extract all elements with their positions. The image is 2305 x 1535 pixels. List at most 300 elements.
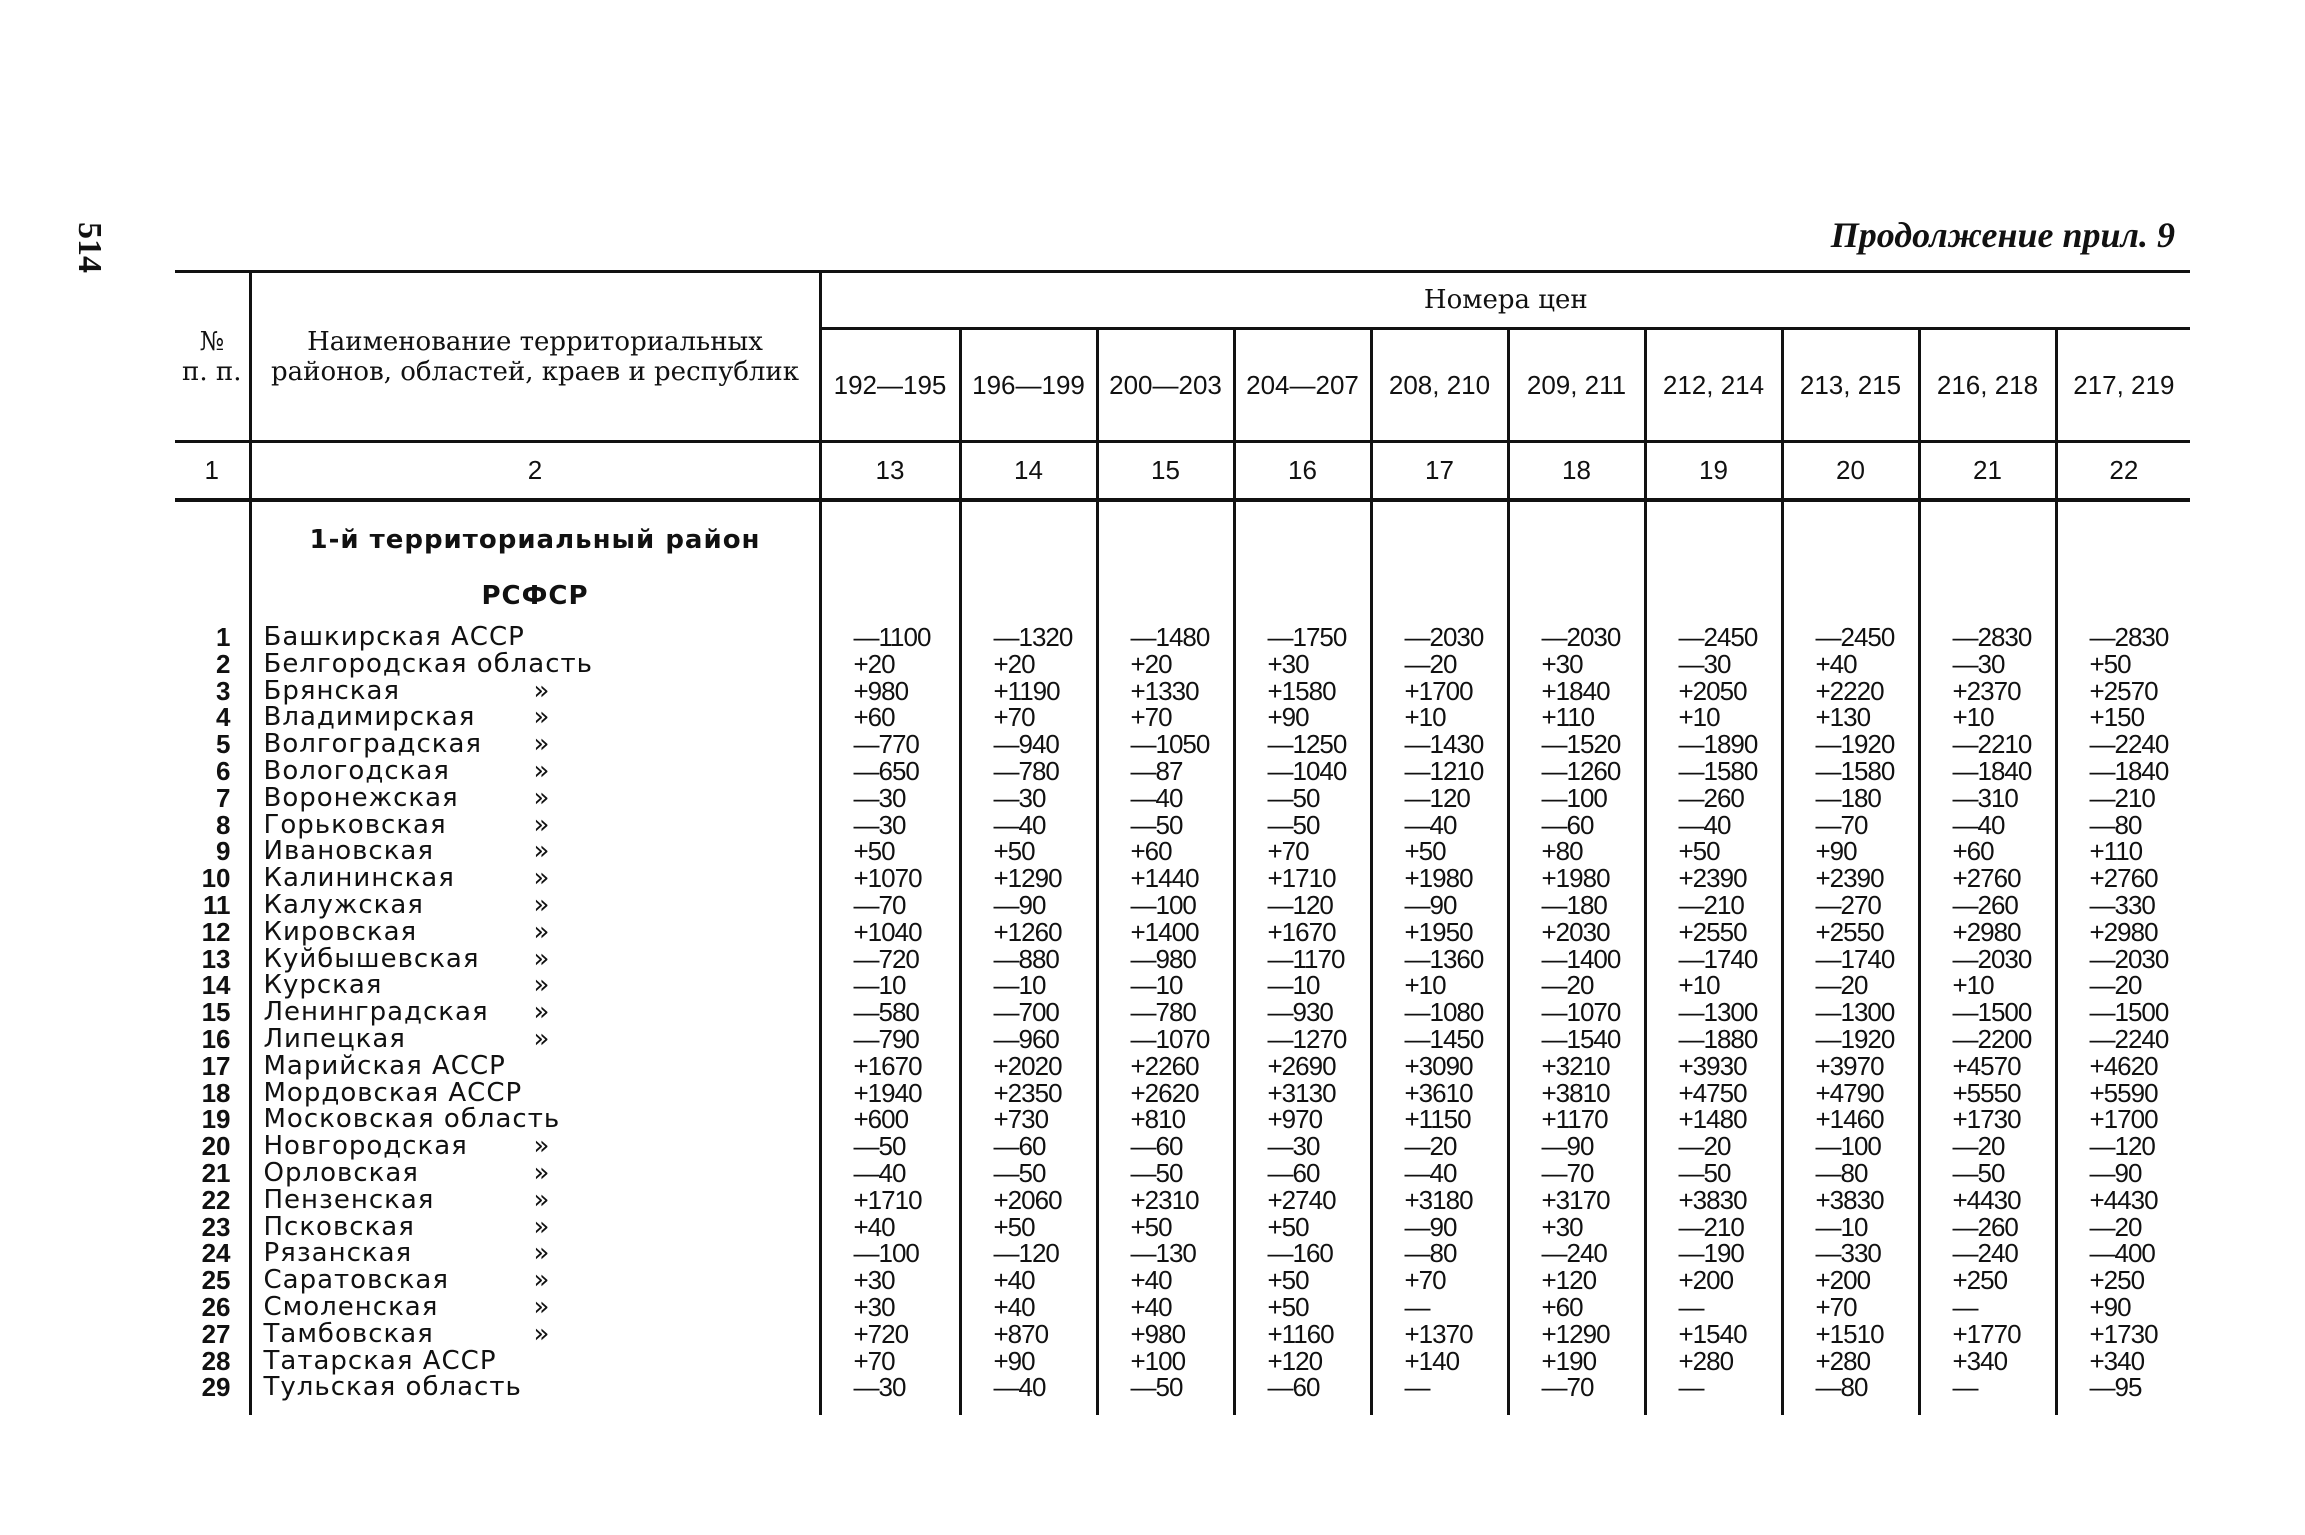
ditto-mark: » [533,702,551,733]
price-value-cell: +200 [1645,1267,1782,1294]
row-number: 5 [216,729,231,760]
price-value-cell: —90 [960,892,1097,919]
price-value-cell: — [1645,1374,1782,1401]
price-value-cell: +1700 [1371,678,1508,705]
price-value-cell: +60 [820,704,960,731]
row-number: 6 [216,755,231,786]
price-value-cell: —50 [1097,1374,1234,1401]
price-value-cell: +2060 [960,1187,1097,1214]
column-index-cell: 2 [250,442,820,501]
column-index-cell: 21 [1919,442,2056,501]
price-value-cell: +30 [1508,1214,1645,1241]
price-value-cell: +4620 [2056,1053,2190,1080]
price-value-cell: —40 [1371,812,1508,839]
region-name: Калининская [263,863,455,894]
price-value-cell: —130 [1097,1240,1234,1267]
price-value-cell: —770 [820,731,960,758]
price-value-cell: +1710 [820,1187,960,1214]
price-column-header: 209, 211 [1508,329,1645,442]
table-row [175,1240,2190,1267]
price-value-cell: —210 [1645,1214,1782,1241]
price-value-cell: +50 [1234,1294,1371,1321]
row-number: 7 [216,782,231,813]
region-name: Куйбышевская [263,943,480,974]
price-value-cell: —40 [820,1160,960,1187]
price-value-cell: +3210 [1508,1053,1645,1080]
table-row [175,838,2190,865]
column-index-row [175,442,2190,501]
price-value-cell: —1500 [1919,999,2056,1026]
price-value-cell: —2210 [1919,731,2056,758]
price-value-cell: +90 [1234,704,1371,731]
price-value-cell: —30 [1919,651,2056,678]
price-value-cell: +1670 [1234,919,1371,946]
price-value-cell: +50 [1097,1214,1234,1241]
region-name: Вологодская [263,755,450,786]
column-index-cell: 19 [1645,442,1782,501]
price-value-cell: +3830 [1782,1187,1919,1214]
price-value-cell: +10 [1371,972,1508,999]
price-value-cell: —1300 [1782,999,1919,1026]
price-value-cell: —80 [1371,1240,1508,1267]
price-value-cell: +10 [1645,972,1782,999]
row-number: 20 [201,1131,231,1162]
price-value-cell: —87 [1097,758,1234,785]
price-value-cell: —90 [1508,1133,1645,1160]
row-number: 27 [201,1318,231,1349]
ditto-mark: » [533,889,551,920]
price-value-cell: +140 [1371,1348,1508,1375]
price-value-cell: +5590 [2056,1080,2190,1107]
price-value-cell: +50 [1371,838,1508,865]
price-value-cell: +40 [960,1267,1097,1294]
price-value-cell: +50 [1645,838,1782,865]
price-value-cell: +1540 [1645,1321,1782,1348]
price-value-cell: —100 [1782,1133,1919,1160]
ditto-mark: » [533,1131,551,1162]
price-value-cell: —50 [1097,1160,1234,1187]
num-column-header: № п. п. [175,272,250,442]
ditto-mark: » [533,1291,551,1322]
price-value-cell: +2690 [1234,1053,1371,1080]
ditto-mark: » [533,1238,551,1269]
table-row [175,1267,2190,1294]
price-value-cell: —120 [1371,785,1508,812]
price-value-cell: —50 [960,1160,1097,1187]
price-value-cell: +1190 [960,678,1097,705]
price-column-header: 208, 210 [1371,329,1508,442]
price-value-cell: +10 [1919,704,2056,731]
region-name: Мордовская АССР [263,1077,523,1108]
price-value-cell: —1840 [2056,758,2190,785]
price-value-cell: +40 [1097,1294,1234,1321]
table-row [175,972,2190,999]
price-value-cell: +2760 [1919,865,2056,892]
row-number: 12 [201,916,231,947]
price-value-cell: +1710 [1234,865,1371,892]
price-value-cell: —50 [1919,1160,2056,1187]
subsection-title: РСФСР [250,568,820,624]
price-value-cell: +1260 [960,919,1097,946]
price-value-cell: +1980 [1371,865,1508,892]
price-value-cell: +1510 [1782,1321,1919,1348]
price-value-cell: —160 [1234,1240,1371,1267]
price-value-cell: +3180 [1371,1187,1508,1214]
row-number: 19 [201,1104,231,1135]
region-name: Ленинградская [263,997,489,1028]
price-value-cell: +20 [1097,651,1234,678]
table-row [175,624,2190,651]
ditto-mark: » [533,782,551,813]
price-value-cell: —60 [960,1133,1097,1160]
row-number: 11 [203,889,231,920]
price-column-header: 200—203 [1097,329,1234,442]
price-value-cell: +1940 [820,1080,960,1107]
table-row [175,1187,2190,1214]
region-name: Марийская АССР [263,1050,506,1081]
region-name: Горьковская [263,809,447,840]
region-name: Кировская [263,916,418,947]
price-value-cell: —30 [820,812,960,839]
price-value-cell: +3170 [1508,1187,1645,1214]
price-value-cell: +2260 [1097,1053,1234,1080]
price-value-cell: —120 [960,1240,1097,1267]
price-value-cell: +250 [2056,1267,2190,1294]
price-value-cell: —190 [1645,1240,1782,1267]
price-value-cell: +110 [1508,704,1645,731]
column-index-cell: 18 [1508,442,1645,501]
row-number: 24 [201,1238,231,1269]
price-value-cell: +980 [820,678,960,705]
price-value-cell: —210 [2056,785,2190,812]
price-value-cell: +970 [1234,1106,1371,1133]
price-value-cell: —1920 [1782,1026,1919,1053]
price-value-cell: +2020 [960,1053,1097,1080]
price-value-cell: —100 [1508,785,1645,812]
price-value-cell: +90 [1782,838,1919,865]
price-value-cell: —180 [1782,785,1919,812]
price-value-cell: —20 [1371,651,1508,678]
price-value-cell: —10 [1097,972,1234,999]
price-value-cell: +4570 [1919,1053,2056,1080]
price-value-cell: +1440 [1097,865,1234,892]
price-value-cell: —330 [1782,1240,1919,1267]
price-value-cell: —70 [1508,1160,1645,1187]
price-value-cell: —30 [1234,1133,1371,1160]
price-value-cell: —120 [1234,892,1371,919]
price-value-cell: —2240 [2056,731,2190,758]
price-value-cell: +50 [960,1214,1097,1241]
price-value-cell: —1250 [1234,731,1371,758]
region-name: Брянская [263,675,401,706]
price-value-cell: —1430 [1371,731,1508,758]
price-value-cell: —1100 [820,624,960,651]
price-column-header: 204—207 [1234,329,1371,442]
ditto-mark: » [533,916,551,947]
price-value-cell: +30 [820,1294,960,1321]
price-value-cell: +190 [1508,1348,1645,1375]
price-value-cell: —1170 [1234,946,1371,973]
price-value-cell: +30 [1508,651,1645,678]
region-name: Белгородская область [263,648,593,679]
price-value-cell: —70 [820,892,960,919]
price-value-cell: +90 [960,1348,1097,1375]
price-value-cell: +1290 [960,865,1097,892]
ditto-mark: » [533,1318,551,1349]
table-row [175,731,2190,758]
price-value-cell: —580 [820,999,960,1026]
price-value-cell: +3930 [1645,1053,1782,1080]
price-value-cell: —260 [1919,892,2056,919]
price-value-cell: +1480 [1645,1106,1782,1133]
price-value-cell: — [1919,1374,2056,1401]
price-value-cell: +70 [820,1348,960,1375]
row-number: 10 [201,863,231,894]
price-value-cell: +4430 [1919,1187,2056,1214]
price-value-cell: —930 [1234,999,1371,1026]
price-value-cell: —1360 [1371,946,1508,973]
price-column-header: 217, 219 [2056,329,2190,442]
price-value-cell: +1580 [1234,678,1371,705]
price-value-cell: +2550 [1645,919,1782,946]
price-value-cell: —1540 [1508,1026,1645,1053]
price-value-cell: —10 [1234,972,1371,999]
price-value-cell: +120 [1508,1267,1645,1294]
price-value-cell: —1480 [1097,624,1234,651]
price-value-cell: +3610 [1371,1080,1508,1107]
price-value-cell: +1150 [1371,1106,1508,1133]
price-value-cell: +1370 [1371,1321,1508,1348]
table-row [175,1214,2190,1241]
ditto-mark: » [533,836,551,867]
column-index-cell: 22 [2056,442,2190,501]
price-value-cell: —1050 [1097,731,1234,758]
price-value-cell: —95 [2056,1374,2190,1401]
region-name: Смоленская [263,1291,439,1322]
price-value-cell: —20 [2056,1214,2190,1241]
price-value-cell: —2450 [1782,624,1919,651]
price-value-cell: +2760 [2056,865,2190,892]
region-name: Курская [263,970,383,1001]
table-row [175,1026,2190,1053]
page-number: 514 [71,222,108,273]
price-value-cell: — [1371,1294,1508,1321]
row-number: 18 [201,1077,231,1108]
table-row [175,1160,2190,1187]
price-value-cell: —1740 [1782,946,1919,973]
price-value-cell: —780 [960,758,1097,785]
price-value-cell: +90 [2056,1294,2190,1321]
price-value-cell: —1400 [1508,946,1645,973]
price-column-header: 192—195 [820,329,960,442]
table-row [175,892,2190,919]
table-row [175,1348,2190,1375]
price-value-cell: +40 [820,1214,960,1241]
price-value-cell: +1980 [1508,865,1645,892]
price-value-cell: —210 [1645,892,1782,919]
price-value-cell: +50 [1234,1214,1371,1241]
price-value-cell: —980 [1097,946,1234,973]
row-number: 17 [201,1050,231,1081]
price-value-cell: —790 [820,1026,960,1053]
price-value-cell: +870 [960,1321,1097,1348]
price-value-cell: +280 [1645,1348,1782,1375]
price-value-cell: +1170 [1508,1106,1645,1133]
price-value-cell: —20 [1645,1133,1782,1160]
price-value-cell: —10 [960,972,1097,999]
table-row [175,999,2190,1026]
price-value-cell: —1500 [2056,999,2190,1026]
price-value-cell: +2350 [960,1080,1097,1107]
price-value-cell: +2980 [2056,919,2190,946]
price-value-cell: —1320 [960,624,1097,651]
price-value-cell: +1840 [1508,678,1645,705]
ditto-mark: » [533,943,551,974]
table-row [175,651,2190,678]
price-value-cell: +70 [1371,1267,1508,1294]
price-value-cell: —2830 [2056,624,2190,651]
price-value-cell: +50 [1234,1267,1371,1294]
price-value-cell: —960 [960,1026,1097,1053]
price-value-cell: +3830 [1645,1187,1782,1214]
price-value-cell: +3810 [1508,1080,1645,1107]
region-name: Псковская [263,1211,415,1242]
price-value-cell: —700 [960,999,1097,1026]
price-value-cell: —1580 [1782,758,1919,785]
column-index-cell: 14 [960,442,1097,501]
region-name: Калужская [263,889,424,920]
price-value-cell: +60 [1097,838,1234,865]
row-number: 2 [216,648,231,679]
price-value-cell: —50 [1234,785,1371,812]
price-value-cell: +30 [1234,651,1371,678]
price-value-cell: —20 [1782,972,1919,999]
table-row [175,919,2190,946]
price-value-cell: +3090 [1371,1053,1508,1080]
row-number: 26 [201,1291,231,1322]
price-value-cell: +1950 [1371,919,1508,946]
price-value-cell: —2830 [1919,624,2056,651]
price-value-cell: —60 [1234,1160,1371,1187]
price-value-cell: —40 [960,1374,1097,1401]
price-value-cell: —1840 [1919,758,2056,785]
price-value-cell: —30 [820,1374,960,1401]
row-number: 3 [216,675,231,706]
price-value-cell: —80 [1782,1374,1919,1401]
price-value-cell: +2550 [1782,919,1919,946]
price-value-cell: +100 [1097,1348,1234,1375]
region-name: Владимирская [263,702,476,733]
price-value-cell: —10 [820,972,960,999]
price-value-cell: +20 [960,651,1097,678]
price-value-cell: +80 [1508,838,1645,865]
price-value-cell: —70 [1782,812,1919,839]
ditto-mark: » [533,997,551,1028]
price-value-cell: —180 [1508,892,1645,919]
column-index-cell: 15 [1097,442,1234,501]
price-value-cell: +4790 [1782,1080,1919,1107]
price-value-cell: +730 [960,1106,1097,1133]
price-value-cell: —940 [960,731,1097,758]
region-name: Пензенская [263,1184,435,1215]
region-name: Тульская область [263,1372,522,1403]
price-value-cell: —1070 [1097,1026,1234,1053]
price-value-cell: —120 [2056,1133,2190,1160]
price-value-cell: —2200 [1919,1026,2056,1053]
price-value-cell: —50 [1645,1160,1782,1187]
price-value-cell: — [1919,1294,2056,1321]
price-value-cell: +50 [960,838,1097,865]
price-value-cell: —1260 [1508,758,1645,785]
price-value-cell: —40 [1371,1160,1508,1187]
price-value-cell: —1520 [1508,731,1645,758]
price-value-cell: —1070 [1508,999,1645,1026]
price-value-cell: +280 [1782,1348,1919,1375]
price-value-cell: —40 [1097,785,1234,812]
column-index-cell: 16 [1234,442,1371,501]
row-number: 16 [201,1023,231,1054]
price-value-cell: —70 [1508,1374,1645,1401]
column-index-cell: 20 [1782,442,1919,501]
price-value-cell: +120 [1234,1348,1371,1375]
region-name: Орловская [263,1157,419,1188]
price-value-cell: —90 [1371,1214,1508,1241]
price-value-cell: +1400 [1097,919,1234,946]
price-value-cell: —20 [1371,1133,1508,1160]
ditto-mark: » [533,970,551,1001]
price-table [175,270,2190,1415]
price-value-cell: —30 [1645,651,1782,678]
price-value-cell: +200 [1782,1267,1919,1294]
price-value-cell: +3130 [1234,1080,1371,1107]
price-value-cell: — [1645,1294,1782,1321]
price-column-header: 213, 215 [1782,329,1919,442]
price-value-cell: +600 [820,1106,960,1133]
ditto-mark: » [533,863,551,894]
row-number: 15 [201,997,231,1028]
price-value-cell: —650 [820,758,960,785]
price-value-cell: —50 [1097,812,1234,839]
price-value-cell: +30 [820,1267,960,1294]
price-value-cell: —80 [1782,1160,1919,1187]
price-value-cell: +2050 [1645,678,1782,705]
price-value-cell: +2370 [1919,678,2056,705]
price-value-cell: +4750 [1645,1080,1782,1107]
price-value-cell: —240 [1919,1240,2056,1267]
ditto-mark: » [533,1211,551,1242]
price-value-cell: +2310 [1097,1187,1234,1214]
price-value-cell: —50 [1234,812,1371,839]
ditto-mark: » [533,1023,551,1054]
price-value-cell: +1330 [1097,678,1234,705]
price-value-cell: —1040 [1234,758,1371,785]
price-value-cell: +1670 [820,1053,960,1080]
price-value-cell: +1460 [1782,1106,1919,1133]
price-value-cell: +40 [1097,1267,1234,1294]
table-row [175,1053,2190,1080]
price-value-cell: +1730 [2056,1321,2190,1348]
ditto-mark: » [533,675,551,706]
price-value-cell: +1770 [1919,1321,2056,1348]
table-row [175,678,2190,705]
price-value-cell: +40 [1782,651,1919,678]
table-row [175,1106,2190,1133]
table-row [175,1294,2190,1321]
price-value-cell: —2450 [1645,624,1782,651]
region-name: Тамбовская [263,1318,434,1349]
row-number: 1 [216,622,231,652]
price-value-cell: —400 [2056,1240,2190,1267]
